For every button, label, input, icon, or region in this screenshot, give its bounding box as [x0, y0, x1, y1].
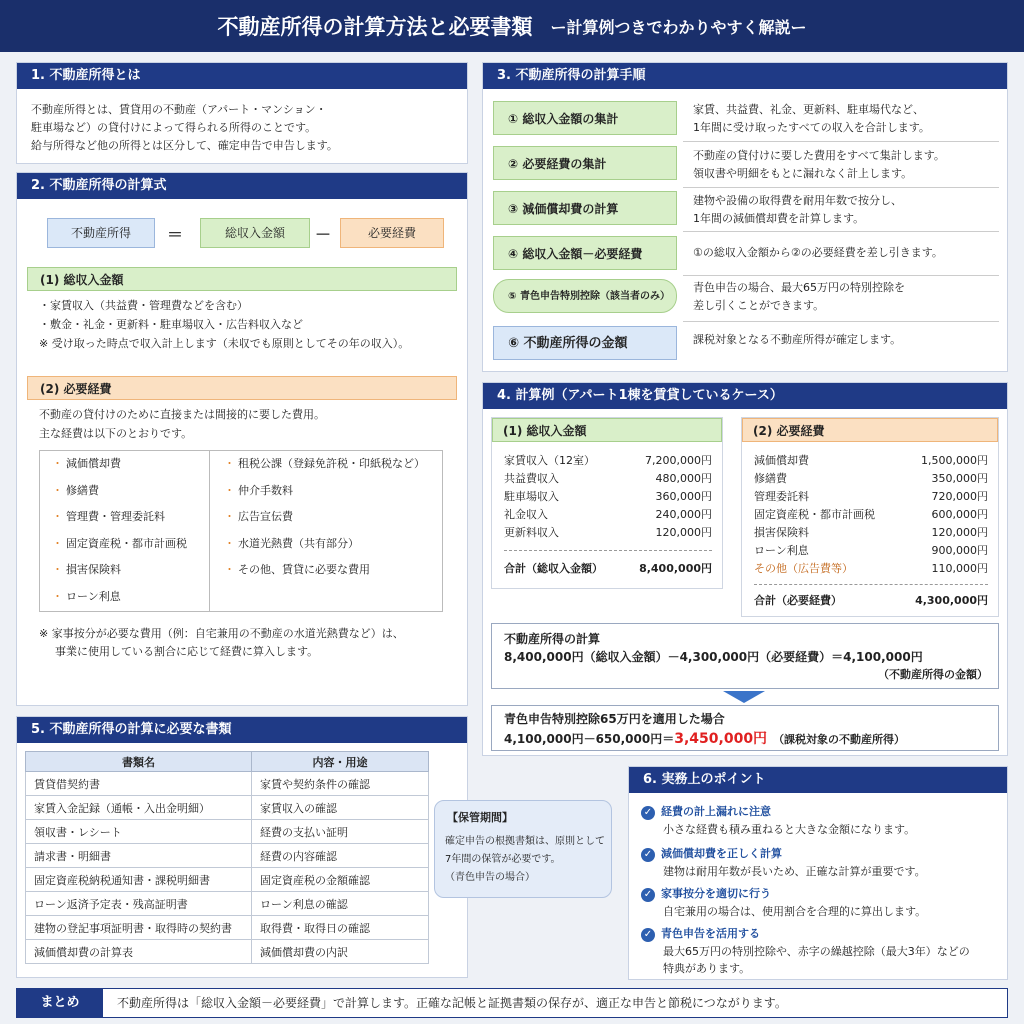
- expense-line-1: 不動産の貸付けのために直接または間接的に要した費用。: [39, 408, 325, 421]
- doc-name: 請求書・明細書: [26, 844, 252, 868]
- sec1-line-1: 不動産所得とは、賃貸用の不動産（アパート・マンション・: [31, 103, 327, 116]
- page-title: 不動産所得の計算方法と必要書類: [217, 15, 533, 39]
- storage-line-2: 7年間の保管が必要です。: [445, 854, 561, 865]
- point-4-title: ✓ 青色申告を活用する: [641, 925, 760, 942]
- step-1-desc-1: 家賃、共益費、礼金、更新料、駐車場代など、: [693, 103, 924, 116]
- section-5-heading: 5. 不動産所得の計算に必要な書類: [17, 717, 467, 743]
- calc-result-title: 不動産所得の計算: [504, 632, 601, 646]
- expense-item: ・ 租税公課（登録免許税・印紙税など）: [224, 457, 425, 470]
- income-subheading: (1) 総収入金額: [27, 267, 457, 291]
- table-row: [26, 892, 429, 916]
- calc-expense-total: 合計（必要経費） 4,300,000円: [754, 594, 988, 607]
- expense-note-1: ※ 家事按分が必要な費用（例：自宅兼用の不動産の水道光熱費など）は、: [39, 627, 404, 640]
- expense-item: ・ 修繕費: [52, 483, 99, 497]
- expense-item: ・ 固定資産税・都市計画税: [52, 536, 187, 550]
- calc-income-heading: (1) 総収入金額: [492, 418, 722, 442]
- table-row: [26, 772, 429, 796]
- calc-expense-row: 固定資産税・都市計画税 600,000円: [754, 508, 988, 521]
- step-2-desc-1: 不動産の貸付けに要した費用をすべて集計します。: [693, 149, 945, 162]
- section-3-heading: 3. 不動産所得の計算手順: [483, 63, 1007, 89]
- calc-income-row: 更新料収入 120,000円: [504, 526, 712, 539]
- step-1: ① 総収入金額の集計: [493, 101, 677, 135]
- section-4: [482, 382, 1008, 756]
- section-3: [482, 62, 1008, 372]
- formula-real-estate-income: 不動産所得: [47, 218, 155, 248]
- calc-expense-row: 減価償却費 1,500,000円: [754, 454, 988, 467]
- expense-item: ・ 損害保険料: [52, 563, 121, 576]
- storage-period-box: [434, 800, 612, 898]
- table-row: [26, 916, 429, 940]
- doc-purpose: ローン利息の確認: [252, 892, 429, 916]
- calc-expense-row: その他（広告費等） 110,000円: [754, 562, 988, 575]
- calc-income-row: 駐車場収入 360,000円: [504, 490, 712, 503]
- expense-item: ・ 広告宣伝費: [224, 510, 293, 523]
- calc-result-note: （不動産所得の金額）: [878, 668, 988, 681]
- income-line-2: ・敷金・礼金・更新料・駐車場収入・広告料収入など: [39, 318, 303, 331]
- doc-name: 固定資産税納税通知書・課税明細書: [26, 868, 252, 892]
- table-header-row: [26, 752, 429, 772]
- expense-item: ・ ローン利息: [52, 589, 121, 603]
- title-bar: [0, 0, 1024, 52]
- blue-return-box: [491, 705, 999, 751]
- sec1-line-3: 給与所得など他の所得とは区分して、確定申告で申告します。: [31, 139, 338, 152]
- step-2-desc-2: 領収書や明細をもとに漏れなく計上します。: [693, 167, 913, 180]
- calc-expense-row: ローン利息 900,000円: [754, 544, 988, 557]
- section-4-heading: 4. 計算例（アパート1棟を賃貸しているケース）: [483, 383, 1007, 409]
- down-arrow-icon: [723, 691, 765, 703]
- check-icon: ✓: [641, 928, 655, 942]
- table-row: [26, 940, 429, 964]
- doc-purpose: 固定資産税の金額確認: [252, 868, 429, 892]
- step-2: ② 必要経費の集計: [493, 146, 677, 180]
- doc-name: 賃貸借契約書: [26, 772, 252, 796]
- section-6: [628, 766, 1008, 980]
- step-3-desc-2: 1年間の減価償却費を計算します。: [693, 212, 865, 225]
- calc-expense-box: [741, 417, 999, 617]
- formula-equals: ＝: [167, 225, 184, 244]
- step-divider: [683, 231, 999, 232]
- step-3: ③ 減価償却費の計算: [493, 191, 677, 225]
- formula-minus: －: [315, 225, 332, 244]
- doc-name: ローン返済予定表・残高証明書: [26, 892, 252, 916]
- expense-item: ・ 減価償却費: [52, 457, 121, 470]
- expense-line-2: 主な経費は以下のとおりです。: [39, 427, 193, 440]
- step-4: ④ 総収入金額－必要経費: [493, 236, 677, 270]
- point-1-desc: 小さな経費も積み重ねると大きな金額になります。: [663, 823, 916, 836]
- step-divider: [683, 321, 999, 322]
- expense-item: ・ 仲介手数料: [224, 483, 293, 497]
- calc-expense-divider: [754, 584, 988, 585]
- doc-name: 減価償却費の計算表: [26, 940, 252, 964]
- step-divider: [683, 187, 999, 188]
- point-2-title: ✓ 減価償却費を正しく計算: [641, 845, 782, 862]
- section-2-heading: 2. 不動産所得の計算式: [17, 173, 467, 199]
- income-line-3: ※ 受け取った時点で収入計上します（未収でも原則としてその年の収入）。: [39, 337, 410, 350]
- blue-return-note: （課税対象の不動産所得）: [773, 733, 906, 746]
- doc-name: 領収書・レシート: [26, 820, 252, 844]
- step-6-desc-1: 課税対象となる不動産所得が確定します。: [693, 333, 902, 346]
- section-2: [16, 172, 468, 706]
- step-5: ⑤ 青色申告特別控除（該当者のみ）: [493, 279, 677, 313]
- expense-note-2: 事業に使用している割合に応じて経費に算入します。: [55, 645, 319, 658]
- documents-table: [25, 751, 429, 964]
- calc-income-total: 合計（総収入金額） 8,400,000円: [504, 562, 712, 575]
- point-4-desc-1: 最大65万円の特別控除や、赤字の繰越控除（最大3年）などの: [663, 945, 970, 958]
- summary-bar: [16, 988, 1008, 1018]
- income-line-1: ・家賃収入（共益費・管理費などを含む）: [39, 299, 248, 312]
- doc-purpose: 取得費・取得日の確認: [252, 916, 429, 940]
- col-doc-purpose: 内容・用途: [252, 752, 429, 772]
- storage-title: 【保管期間】: [447, 811, 513, 824]
- doc-name: 建物の登記事項証明書・取得時の契約書: [26, 916, 252, 940]
- expense-subheading: (2) 必要経費: [27, 376, 457, 400]
- point-2-desc: 建物は耐用年数が長いため、正確な計算が重要です。: [663, 865, 926, 878]
- calc-income-box: [491, 417, 723, 589]
- point-3-desc: 自宅兼用の場合は、使用割合を合理的に算出します。: [663, 905, 927, 918]
- step-4-desc-1: ①の総収入金額から②の必要経費を差し引きます。: [693, 246, 943, 259]
- expense-item: ・ 管理費・管理委託料: [52, 510, 165, 523]
- step-divider: [683, 275, 999, 276]
- summary-text: 不動産所得は「総収入金額－必要経費」で計算します。正確な記帳と証拠書類の保存が、適正な申告と節税につながります。: [117, 996, 787, 1010]
- step-divider: [683, 141, 999, 142]
- calc-expense-row: 修繕費 350,000円: [754, 472, 988, 485]
- blue-return-line: [504, 728, 905, 748]
- calc-expense-row: 管理委託料 720,000円: [754, 490, 988, 503]
- formula-expenses: 必要経費: [340, 218, 444, 248]
- table-row: [26, 820, 429, 844]
- section-6-heading: 6. 実務上のポイント: [629, 767, 1007, 793]
- check-icon: ✓: [641, 888, 655, 902]
- storage-line-1: 確定申告の根拠書類は、原則として: [445, 836, 605, 847]
- calc-expense-heading: (2) 必要経費: [742, 418, 998, 442]
- doc-purpose: 家賃や契約条件の確認: [252, 772, 429, 796]
- summary-label: まとめ: [17, 989, 103, 1017]
- formula-total-income: 総収入金額: [200, 218, 310, 248]
- step-1-desc-2: 1年間に受け取ったすべての収入を合計します。: [693, 121, 930, 134]
- point-1-title: ✓ 経費の計上漏れに注意: [641, 803, 771, 820]
- section-5: [16, 716, 468, 978]
- doc-purpose: 減価償却費の内訳: [252, 940, 429, 964]
- expense-items-right: [212, 451, 442, 584]
- calc-expense-row: 損害保険料 120,000円: [754, 526, 988, 539]
- sec1-line-2: 駐車場など）の貸付けによって得られる所得のことです。: [31, 121, 317, 134]
- expense-items-left: [40, 451, 210, 611]
- table-row: [26, 796, 429, 820]
- step-6: ⑥ 不動産所得の金額: [493, 326, 677, 360]
- calc-income-row: 家賃収入（12室） 7,200,000円: [504, 454, 712, 467]
- calc-income-row: 共益費収入 480,000円: [504, 472, 712, 485]
- blue-return-expr: 4,100,000円－650,000円＝: [504, 732, 675, 746]
- doc-name: 家賃入金記録（通帳・入出金明細）: [26, 796, 252, 820]
- point-3-title: ✓ 家事按分を適切に行う: [641, 885, 771, 902]
- doc-purpose: 家賃収入の確認: [252, 796, 429, 820]
- doc-purpose: 経費の支払い証明: [252, 820, 429, 844]
- expense-item: ・ その他、賃貸に必要な費用: [224, 563, 370, 576]
- check-icon: ✓: [641, 848, 655, 862]
- calc-result-box: [491, 623, 999, 689]
- section-1: [16, 62, 468, 164]
- calc-income-divider: [504, 550, 712, 551]
- doc-purpose: 経費の内容確認: [252, 844, 429, 868]
- step-5-desc-2: 差し引くことができます。: [693, 299, 825, 312]
- blue-return-title: 青色申告特別控除65万円を適用した場合: [504, 712, 725, 726]
- calc-income-row: 礼金収入 240,000円: [504, 508, 712, 521]
- table-row: [26, 844, 429, 868]
- step-5-desc-1: 青色申告の場合、最大65万円の特別控除を: [693, 281, 905, 294]
- step-3-desc-1: 建物や設備の取得費を耐用年数で按分し、: [693, 194, 902, 207]
- blue-return-result: 3,450,000円: [674, 731, 768, 747]
- point-4-desc-2: 特典があります。: [663, 962, 751, 975]
- expense-item: ・ 水道光熱費（共有部分）: [224, 536, 359, 550]
- storage-line-3: （青色申告の場合）: [445, 872, 535, 883]
- section-1-heading: 1. 不動産所得とは: [17, 63, 467, 89]
- table-row: [26, 868, 429, 892]
- calc-result-line: 8,400,000円（総収入金額）－4,300,000円（必要経費）＝4,100,000円: [504, 650, 923, 664]
- check-icon: ✓: [641, 806, 655, 820]
- page-subtitle: ー計算例つきでわかりやすく解説ー: [550, 17, 807, 37]
- col-doc-name: 書類名: [26, 752, 252, 772]
- expense-items-table: [39, 450, 443, 612]
